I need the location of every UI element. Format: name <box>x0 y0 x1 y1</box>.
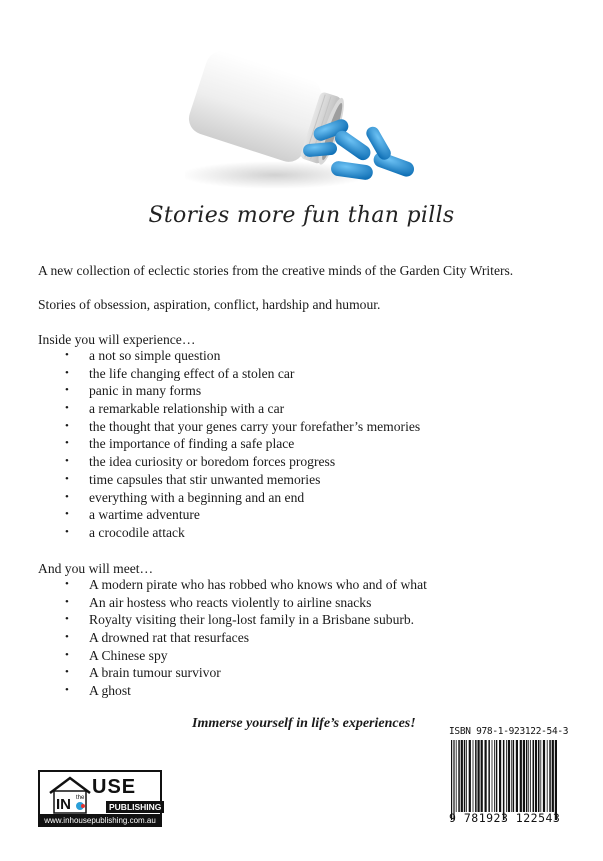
list-item: • A Chinese spy <box>60 647 427 665</box>
logo-frame <box>38 770 162 816</box>
list-item: • A modern pirate who has robbed who knows who and of what <box>60 576 427 594</box>
logo-the: the <box>76 795 85 801</box>
list-item: • the idea curiosity or boredom forces progress <box>60 453 420 471</box>
pill-bottle-illustration <box>185 45 430 195</box>
intro-paragraph: A new collection of eclectic stories from the creative minds of the Garden City Writers. <box>38 263 514 278</box>
meet-heading: And you will meet… <box>38 561 154 576</box>
experience-heading: Inside you will experience… <box>38 332 196 347</box>
isbn-block <box>449 726 569 825</box>
list-item: • panic in many forms <box>60 382 420 400</box>
publisher-logo <box>38 770 162 828</box>
list-item: • time capsules that stir unwanted memories <box>60 471 420 489</box>
list-item: • An air hostess who reacts violently to airline snacks <box>60 594 427 612</box>
tagline: Stories more fun than pills <box>148 203 455 228</box>
list-item: • A ghost <box>60 682 427 700</box>
list-item: • a wartime adventure <box>60 506 420 524</box>
isbn-label: ISBN 978-1-923122-54-3 <box>449 726 569 737</box>
list-item: • the thought that your genes carry your forefather’s memories <box>60 418 420 436</box>
list-item: • a crocodile attack <box>60 524 420 542</box>
publisher-url: www.inhousepublishing.com.au <box>38 815 162 827</box>
logo-word: USE <box>92 776 137 798</box>
list-item: • A drowned rat that resurfaces <box>60 629 427 647</box>
logo-letters: IN <box>56 796 71 813</box>
barcode-digits: 9 781923 122543 <box>449 811 561 825</box>
list-item: • everything with a beginning and an end <box>60 489 420 507</box>
character-list <box>60 576 427 700</box>
barcode <box>449 740 562 820</box>
list-item: • a remarkable relationship with a car <box>60 400 420 418</box>
logo-subtitle: PUBLISHING <box>106 801 164 813</box>
list-item: • a not so simple question <box>60 347 420 365</box>
experience-list <box>60 347 420 542</box>
list-item: • the life changing effect of a stolen car <box>60 365 420 383</box>
themes-paragraph: Stories of obsession, aspiration, conflict, hardship and humour. <box>38 297 381 312</box>
list-item: • the importance of finding a safe place <box>60 435 420 453</box>
list-item: • Royalty visiting their long-lost family in a Brisbane suburb. <box>60 611 427 629</box>
house-icon <box>48 775 92 815</box>
slogan: Immerse yourself in life’s experiences! <box>192 716 416 731</box>
list-item: • A brain tumour survivor <box>60 664 427 682</box>
